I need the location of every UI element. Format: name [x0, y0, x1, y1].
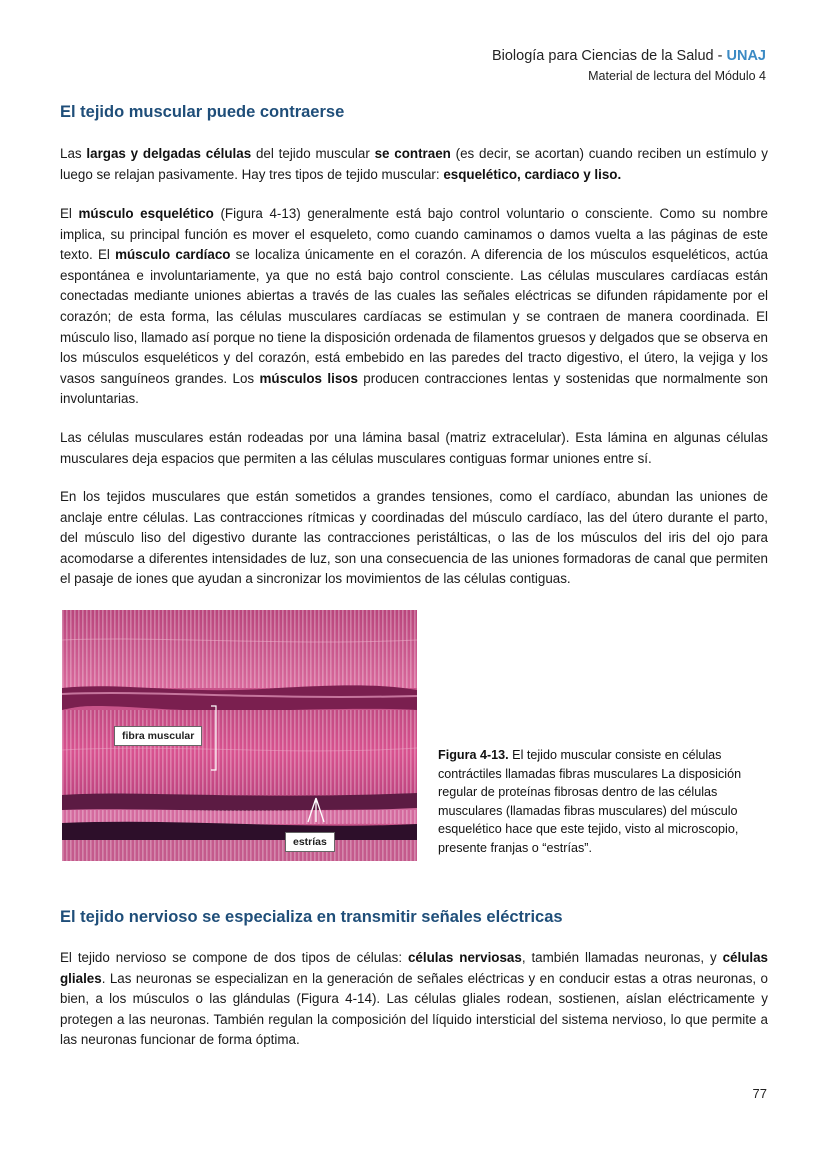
bold-term: músculo cardíaco — [115, 247, 231, 263]
paragraph-muscle-types: El músculo esquelético (Figura 4-13) generalmente está bajo control voluntario o consciente. Como su nombre implica, su principal función es mover el esqueleto, como cuando caminamos o damos vuelta a las páginas de este texto. El músculo cardíaco se localiza únicamente en el corazón. A diferencia de los músculos esqueléticos, actúa espontánea e involuntariamente, ya que no está bajo control consciente. Las células musculares cardíacas están conectadas mediante uniones abiertas a través de las cuales las señales eléctricas se difunden rápidamente por el corazón; de esta forma, las células musculares cardíacas se estimulan y se contraen de manera coordinada. El músculo liso, llamado así porque no tiene la disposición ordenada de filamentos gruesos y delgados que se observa en los músculos esqueléticos y del corazón, está embebido en las paredes del tracto digestivo, el útero, la vejiga y los vasos sanguíneos grandes. Los músculos lisos producen contracciones lentas y sostenidas que normalmente son involuntarias. — [60, 206, 768, 407]
header-title-line — [492, 48, 766, 64]
header-subtitle: Material de lectura del Módulo 4 — [588, 69, 766, 83]
paragraph-muscle-intro: Las largas y delgadas células del tejido muscular se contraen (es decir, se acortan) cuando reciben un estímulo y luego se relajan pasivamente. Hay tres tipos de tejido muscular: esquelético, cardiaco y liso. — [60, 146, 768, 182]
section-heading-nervous: El tejido nervioso se especializa en transmitir señales eléctricas — [60, 908, 563, 926]
caption-title: Figura 4-13. — [438, 748, 509, 762]
paragraph-nervous-tissue: El tejido nervioso se compone de dos tipos de células: células nerviosas, también llamadas neuronas, y células gliales. Las neuronas se especializan en la generación de señales eléctricas y en conducir estas a otras neuronas, o bien, a los músculos o las glándulas (Figura 4-14). Las células gliales rodean, sostienen, aíslan eléctricamente y protegen a las neuronas. También regulan la composición del líquido intersticial del sistema nervioso, lo que permite a las neuronas funcionar de forma óptima. — [60, 950, 769, 1048]
section-heading-muscle: El tejido muscular puede contraerse — [60, 103, 345, 121]
page-number: 77 — [752, 1086, 767, 1101]
header-brand: UNAJ — [726, 48, 766, 64]
figure-caption — [438, 746, 778, 857]
header-title: Biología para Ciencias de la Salud - — [491, 48, 727, 64]
bold-term: células nerviosas — [407, 950, 522, 965]
bold-term: esquelético, cardiaco y liso. — [443, 166, 622, 182]
bold-term: músculo esquelético — [78, 206, 214, 221]
bold-term: se contraen — [374, 146, 451, 161]
label-muscle-fiber: fibra muscular — [114, 726, 202, 746]
bold-term: músculos lisos — [259, 370, 358, 386]
bold-term: células gliales — [60, 950, 769, 986]
caption-text: El tejido muscular consiste en células contráctiles llamadas fibras musculares La disposición regular de proteínas fibrosas dentro de las células musculares (llamadas fibras musculares) del músculo esquelético hace que este tejido, visto al microscopio, presente franjas o “estrías”. — [438, 748, 742, 855]
bold-term: largas y delgadas células — [86, 146, 252, 161]
page-header — [492, 48, 766, 83]
paragraph-basal-lamina: Las células musculares están rodeadas por una lámina basal (matriz extracelular). Esta lámina en algunas células musculares deja espacios que permiten a las células musculares contiguas formar uniones entre sí. — [60, 430, 768, 466]
figure-skeletal-muscle-micrograph — [62, 610, 417, 861]
paragraph-junctions: En los tejidos musculares que están sometidos a grandes tensiones, como el cardíaco, abundan las uniones de anclaje entre células. Las contracciones rítmicas y coordinadas del músculo cardíaco, las del útero durante el parto, del músculo liso del digestivo durante las contracciones peristálticas, o las de los músculos del iris del ojo para acomodarse a diferentes intensidades de luz, son una consecuencia de las uniones formadoras de canal que permiten el pasaje de iones que ayudan a sincronizar los movimientos de las células contiguas. — [60, 489, 768, 587]
label-striations: estrías — [285, 832, 335, 852]
